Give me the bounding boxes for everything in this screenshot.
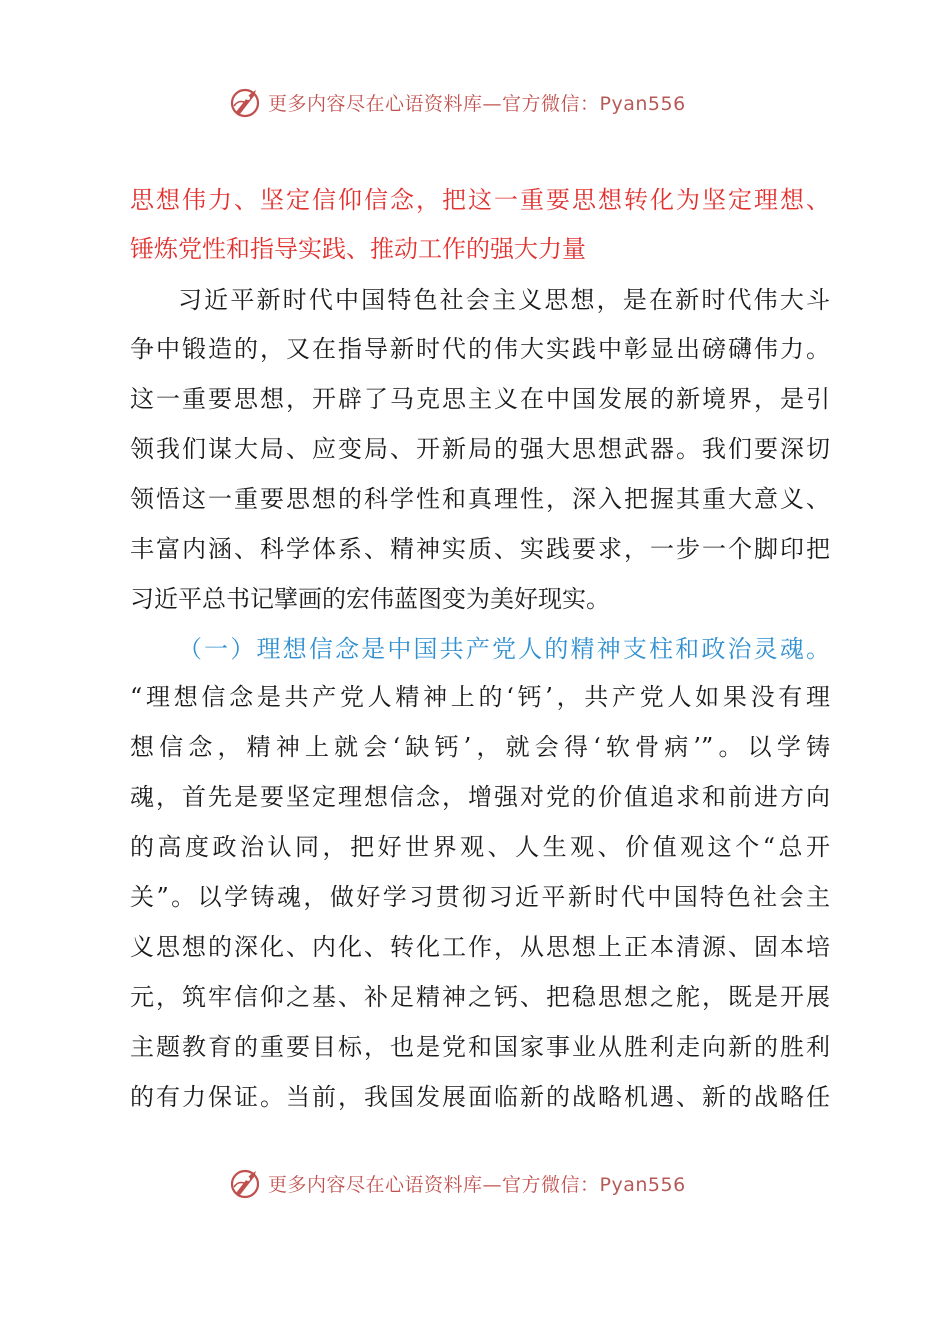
header-contact-label: 官方微信： [502, 92, 600, 115]
header-banner [228, 82, 748, 122]
paragraph1-line-5: 领悟这一重要思想的科学性和真理性，深入把握其重大意义、 [130, 485, 830, 513]
section-heading-line-1: 思想伟力、坚定信仰信念，把这一重要思想转化为坚定理想、 [130, 186, 830, 214]
paragraph2-line-2: 想信念，精神上就会‘缺钙’，就会得‘软骨病’”。以学铸 [130, 733, 830, 761]
header-wechat-id: Pyan556 [599, 92, 686, 115]
paragraph2-line-9: 的有力保证。当前，我国发展面临新的战略机遇、新的战略任 [130, 1083, 830, 1111]
footer-banner-text [268, 1170, 686, 1197]
paragraph2-line-3: 魂，首先是要坚定理想信念，增强对党的价值追求和前进方向 [130, 783, 830, 811]
pen-nib-logo-icon [228, 1165, 264, 1201]
paragraph2-line-4: 的高度政治认同，把好世界观、人生观、价值观这个“总开 [130, 833, 830, 861]
footer-banner [228, 1163, 748, 1203]
header-separator: — [482, 92, 503, 115]
footer-contact-label: 官方微信： [502, 1173, 600, 1196]
footer-wechat-id: Pyan556 [599, 1173, 686, 1196]
section-heading-line-2: 锤炼党性和指导实践、推动工作的强大力量 [130, 235, 586, 263]
paragraph1-line-6: 丰富内涵、科学体系、精神实质、实践要求，一步一个脚印把 [130, 535, 830, 563]
header-banner-title: 更多内容尽在心语资料库 [268, 92, 483, 115]
header-banner-text [268, 89, 686, 116]
paragraph1-line-3: 这一重要思想，开辟了马克思主义在中国发展的新境界，是引 [130, 385, 830, 413]
pen-nib-logo-icon [228, 84, 264, 120]
paragraph2-line-8: 主题教育的重要目标，也是党和国家事业从胜利走向新的胜利 [130, 1033, 830, 1061]
paragraph2-line-1: “理想信念是共产党人精神上的‘钙’，共产党人如果没有理 [130, 683, 830, 711]
subheading: （一）理想信念是中国共产党人的精神支柱和政治灵魂。 [178, 635, 830, 663]
paragraph2-line-5: 关”。以学铸魂，做好学习贯彻习近平新时代中国特色社会主 [130, 883, 830, 911]
footer-separator: — [482, 1173, 503, 1196]
paragraph1-line-1: 习近平新时代中国特色社会主义思想，是在新时代伟大斗 [178, 286, 830, 314]
paragraph2-line-7: 元，筑牢信仰之基、补足精神之钙、把稳思想之舵，既是开展 [130, 983, 830, 1011]
paragraph2-line-6: 义思想的深化、内化、转化工作，从思想上正本清源、固本培 [130, 933, 830, 961]
paragraph1-line-2: 争中锻造的，又在指导新时代的伟大实践中彰显出磅礴伟力。 [130, 335, 830, 363]
footer-banner-title: 更多内容尽在心语资料库 [268, 1173, 483, 1196]
paragraph1-line-7: 习近平总书记擘画的宏伟蓝图变为美好现实。 [130, 585, 610, 613]
paragraph1-line-4: 领我们谋大局、应变局、开新局的强大思想武器。我们要深切 [130, 435, 830, 463]
